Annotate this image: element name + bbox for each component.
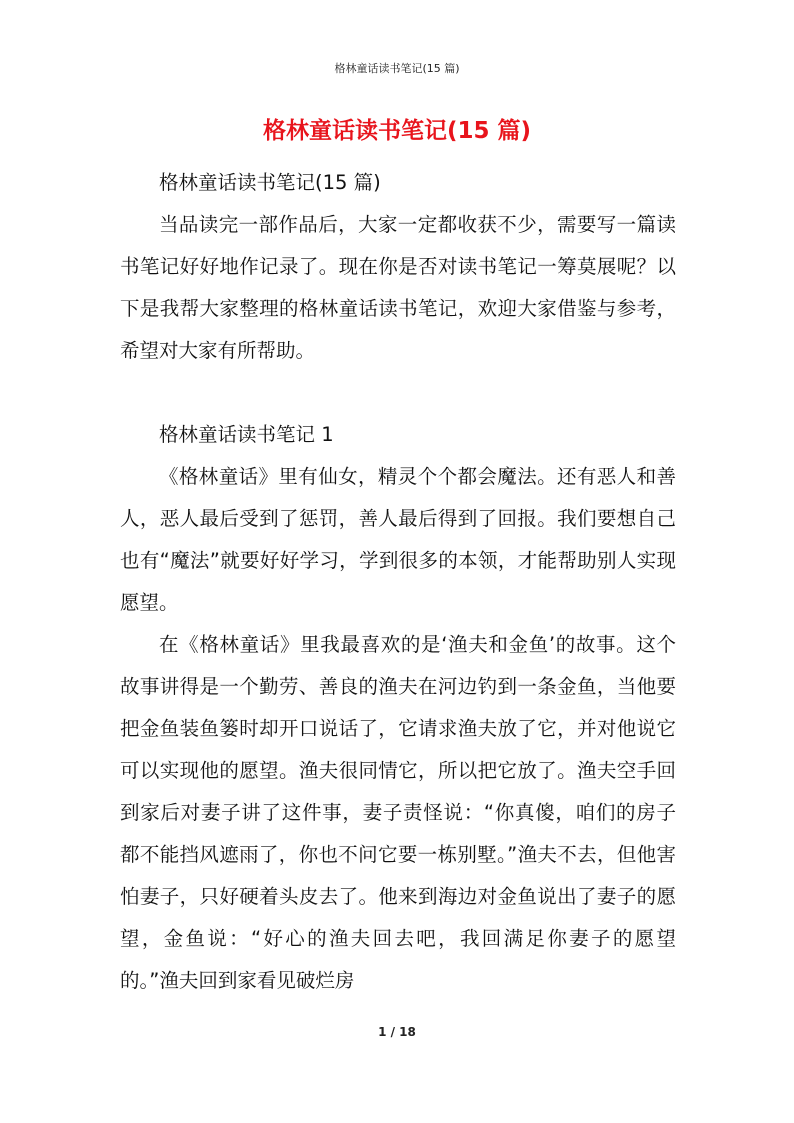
body-paragraph: 在《格林童话》里我最喜欢的是‘渔夫和金鱼’的故事。这个故事讲得是一个勤劳、善良的渔夫在河边钓到一条金鱼，当他要把金鱼装鱼篓时却开口说话了，它请求渔夫放了它，并对他说它可以实现他的愿望。渔夫很同情它，所以把它放了。渔夫空手回到家后对妻子讲了这件事，妻子责怪说：“你真傻，咱们的房子都不能挡风遮雨了，你也不问它要一栋别墅。”渔夫不去，但他害怕妻子，只好硬着头皮去了。他来到海边对金鱼说出了妻子的愿望，金鱼说：“好心的渔夫回去吧，我回满足你妻子的愿望的。”渔夫回到家看见破烂房	[120, 633, 676, 992]
document-body	[120, 162, 676, 1002]
paragraph-spacer	[120, 372, 676, 414]
document-title: 格林童话读书笔记(15 篇)	[262, 118, 532, 144]
section-heading: 格林童话读书笔记 1	[159, 423, 334, 446]
body-paragraph: 《格林童话》里有仙女，精灵个个都会魔法。还有恶人和善人，恶人最后受到了惩罚，善人最后得到了回报。我们要想自己也有“魔法”就要好好学习，学到很多的本领，才能帮助别人实现愿望。	[120, 465, 676, 614]
running-header: 格林童话读书笔记(15 篇)	[334, 62, 460, 75]
page-number: 1 / 18	[378, 1025, 416, 1039]
intro-paragraph: 当品读完一部作品后，大家一定都收获不少，需要写一篇读书笔记好好地作记录了。现在你是否对读书笔记一筹莫展呢？以下是我帮大家整理的格林童话读书笔记，欢迎大家借鉴与参考，希望对大家有所帮助。	[120, 213, 676, 362]
subtitle-paragraph: 格林童话读书笔记(15 篇)	[159, 171, 381, 194]
